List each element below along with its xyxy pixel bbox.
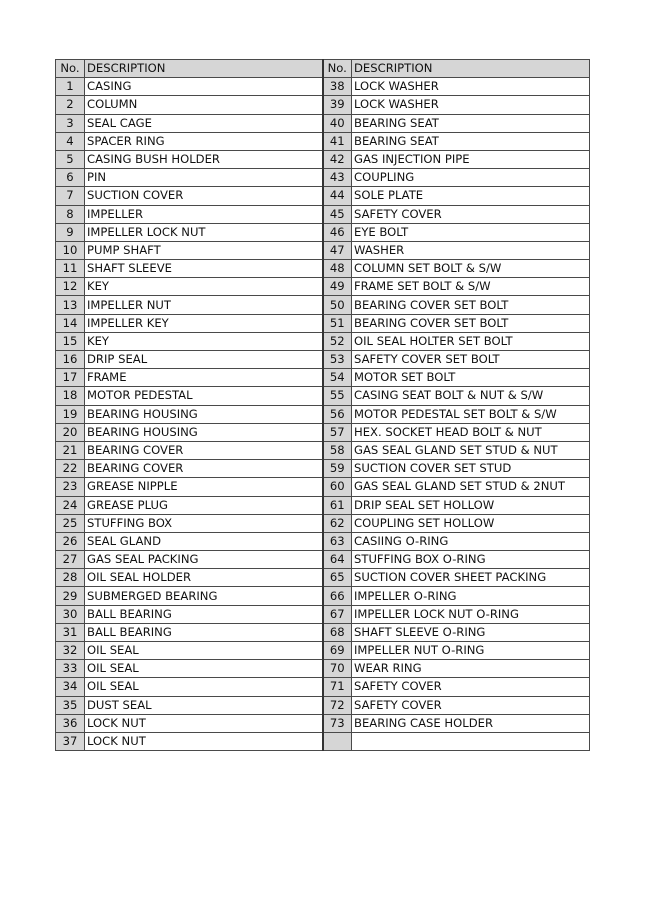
part-description-right: MOTOR SET BOLT	[352, 369, 590, 387]
part-number-right	[323, 732, 352, 750]
part-description-left: BALL BEARING	[85, 605, 323, 623]
part-number-left: 8	[56, 205, 85, 223]
part-description-left: IMPELLER KEY	[85, 314, 323, 332]
part-number-right: 55	[323, 387, 352, 405]
table-row	[56, 496, 590, 514]
part-number-right: 47	[323, 241, 352, 259]
part-number-left: 23	[56, 478, 85, 496]
table-row	[56, 369, 590, 387]
part-description-right: STUFFING BOX O-RING	[352, 551, 590, 569]
part-number-left: 25	[56, 514, 85, 532]
table-row	[56, 551, 590, 569]
part-number-right: 50	[323, 296, 352, 314]
part-number-right: 72	[323, 696, 352, 714]
table-row	[56, 223, 590, 241]
part-description-left: IMPELLER	[85, 205, 323, 223]
part-number-right: 66	[323, 587, 352, 605]
part-description-left: FRAME	[85, 369, 323, 387]
table-row	[56, 696, 590, 714]
part-description-left: GREASE NIPPLE	[85, 478, 323, 496]
table-body	[56, 78, 590, 751]
part-number-right: 44	[323, 187, 352, 205]
part-description-right: MOTOR PEDESTAL SET BOLT & S/W	[352, 405, 590, 423]
part-number-right: 43	[323, 169, 352, 187]
header-no-left: No.	[56, 60, 85, 78]
part-description-left: MOTOR PEDESTAL	[85, 387, 323, 405]
part-number-right: 73	[323, 714, 352, 732]
part-description-left: PIN	[85, 169, 323, 187]
part-number-left: 10	[56, 241, 85, 259]
table-row	[56, 78, 590, 96]
part-number-left: 13	[56, 296, 85, 314]
part-number-right: 59	[323, 460, 352, 478]
part-number-right: 53	[323, 351, 352, 369]
part-number-right: 62	[323, 514, 352, 532]
part-description-right: BEARING COVER SET BOLT	[352, 296, 590, 314]
part-description-left: DUST SEAL	[85, 696, 323, 714]
part-number-right: 67	[323, 605, 352, 623]
part-number-left: 26	[56, 532, 85, 550]
part-description-left: IMPELLER NUT	[85, 296, 323, 314]
part-number-right: 42	[323, 150, 352, 168]
header-no-right: No.	[323, 60, 352, 78]
part-number-left: 4	[56, 132, 85, 150]
part-number-left: 14	[56, 314, 85, 332]
part-number-left: 31	[56, 623, 85, 641]
part-number-left: 3	[56, 114, 85, 132]
part-description-left: BEARING COVER	[85, 441, 323, 459]
part-number-left: 6	[56, 169, 85, 187]
part-number-left: 22	[56, 460, 85, 478]
part-number-right: 65	[323, 569, 352, 587]
part-number-left: 1	[56, 78, 85, 96]
table-row	[56, 205, 590, 223]
part-description-left: IMPELLER LOCK NUT	[85, 223, 323, 241]
table-row	[56, 514, 590, 532]
table-row	[56, 678, 590, 696]
part-number-right: 38	[323, 78, 352, 96]
part-description-right: OIL SEAL HOLTER SET BOLT	[352, 332, 590, 350]
part-number-left: 7	[56, 187, 85, 205]
part-number-right: 52	[323, 332, 352, 350]
table-row	[56, 478, 590, 496]
part-description-right: IMPELLER NUT O-RING	[352, 642, 590, 660]
part-description-left: DRIP SEAL	[85, 351, 323, 369]
table-row	[56, 351, 590, 369]
part-description-right: FRAME SET BOLT & S/W	[352, 278, 590, 296]
table-row	[56, 150, 590, 168]
part-number-right: 49	[323, 278, 352, 296]
part-description-left: LOCK NUT	[85, 714, 323, 732]
table-row	[56, 314, 590, 332]
part-description-right: HEX. SOCKET HEAD BOLT & NUT	[352, 423, 590, 441]
table-row	[56, 132, 590, 150]
part-number-left: 35	[56, 696, 85, 714]
part-description-right: CASIING O-RING	[352, 532, 590, 550]
part-description-right: COUPLING SET HOLLOW	[352, 514, 590, 532]
part-description-right: WASHER	[352, 241, 590, 259]
part-description-right: SAFETY COVER	[352, 696, 590, 714]
part-description-left: CASING	[85, 78, 323, 96]
part-description-left: OIL SEAL	[85, 660, 323, 678]
table-row	[56, 387, 590, 405]
part-number-left: 24	[56, 496, 85, 514]
part-description-right: GAS SEAL GLAND SET STUD & 2NUT	[352, 478, 590, 496]
part-number-right: 54	[323, 369, 352, 387]
part-number-left: 37	[56, 732, 85, 750]
part-number-right: 61	[323, 496, 352, 514]
part-number-right: 41	[323, 132, 352, 150]
table-row	[56, 260, 590, 278]
part-number-left: 11	[56, 260, 85, 278]
part-number-right: 70	[323, 660, 352, 678]
part-description-right: GAS INJECTION PIPE	[352, 150, 590, 168]
part-number-right: 40	[323, 114, 352, 132]
part-number-right: 56	[323, 405, 352, 423]
part-description-right: LOCK WASHER	[352, 78, 590, 96]
table-row	[56, 169, 590, 187]
part-number-right: 63	[323, 532, 352, 550]
part-description-right: WEAR RING	[352, 660, 590, 678]
part-number-right: 64	[323, 551, 352, 569]
part-description-left: GREASE PLUG	[85, 496, 323, 514]
part-description-right: IMPELLER O-RING	[352, 587, 590, 605]
table-row	[56, 241, 590, 259]
part-number-left: 12	[56, 278, 85, 296]
part-number-right: 51	[323, 314, 352, 332]
part-description-left: BALL BEARING	[85, 623, 323, 641]
table-row	[56, 532, 590, 550]
part-number-left: 9	[56, 223, 85, 241]
part-number-left: 33	[56, 660, 85, 678]
table-row	[56, 332, 590, 350]
part-description-left: BEARING COVER	[85, 460, 323, 478]
part-description-left: SEAL GLAND	[85, 532, 323, 550]
part-number-left: 15	[56, 332, 85, 350]
part-number-right: 45	[323, 205, 352, 223]
part-number-left: 18	[56, 387, 85, 405]
part-number-left: 29	[56, 587, 85, 605]
part-number-right: 60	[323, 478, 352, 496]
part-description-right: GAS SEAL GLAND SET STUD & NUT	[352, 441, 590, 459]
part-description-left: SUBMERGED BEARING	[85, 587, 323, 605]
part-number-right: 71	[323, 678, 352, 696]
part-description-left: STUFFING BOX	[85, 514, 323, 532]
table-row	[56, 423, 590, 441]
part-number-right: 57	[323, 423, 352, 441]
table-row	[56, 278, 590, 296]
part-description-left: OIL SEAL HOLDER	[85, 569, 323, 587]
part-number-right: 58	[323, 441, 352, 459]
part-number-left: 30	[56, 605, 85, 623]
part-number-left: 21	[56, 441, 85, 459]
part-description-left: COLUMN	[85, 96, 323, 114]
part-description-left: KEY	[85, 332, 323, 350]
table-row	[56, 296, 590, 314]
part-number-left: 36	[56, 714, 85, 732]
part-description-left: BEARING HOUSING	[85, 423, 323, 441]
part-number-right: 48	[323, 260, 352, 278]
table-row	[56, 96, 590, 114]
part-description-right	[352, 732, 590, 750]
part-description-right: SAFETY COVER	[352, 678, 590, 696]
part-description-left: LOCK NUT	[85, 732, 323, 750]
part-number-left: 32	[56, 642, 85, 660]
part-number-left: 34	[56, 678, 85, 696]
table-row	[56, 441, 590, 459]
table-row	[56, 732, 590, 750]
part-description-right: EYE BOLT	[352, 223, 590, 241]
part-description-right: BEARING SEAT	[352, 114, 590, 132]
part-description-left: SEAL CAGE	[85, 114, 323, 132]
table-row	[56, 623, 590, 641]
part-number-left: 20	[56, 423, 85, 441]
part-number-left: 16	[56, 351, 85, 369]
part-number-right: 68	[323, 623, 352, 641]
part-description-left: SUCTION COVER	[85, 187, 323, 205]
part-description-left: SPACER RING	[85, 132, 323, 150]
part-description-right: BEARING COVER SET BOLT	[352, 314, 590, 332]
table-row	[56, 642, 590, 660]
part-number-left: 17	[56, 369, 85, 387]
part-description-right: COLUMN SET BOLT & S/W	[352, 260, 590, 278]
part-number-right: 39	[323, 96, 352, 114]
part-description-right: LOCK WASHER	[352, 96, 590, 114]
part-number-left: 5	[56, 150, 85, 168]
part-description-left: GAS SEAL PACKING	[85, 551, 323, 569]
part-description-right: BEARING SEAT	[352, 132, 590, 150]
part-number-right: 69	[323, 642, 352, 660]
part-description-right: BEARING CASE HOLDER	[352, 714, 590, 732]
parts-list-table	[55, 59, 590, 751]
part-number-left: 19	[56, 405, 85, 423]
part-description-left: BEARING HOUSING	[85, 405, 323, 423]
part-description-left: SHAFT SLEEVE	[85, 260, 323, 278]
header-description-left: DESCRIPTION	[85, 60, 323, 78]
part-description-right: SHAFT SLEEVE O-RING	[352, 623, 590, 641]
part-description-right: DRIP SEAL SET HOLLOW	[352, 496, 590, 514]
part-description-left: CASING BUSH HOLDER	[85, 150, 323, 168]
part-description-left: KEY	[85, 278, 323, 296]
table-row	[56, 569, 590, 587]
part-description-right: SUCTION COVER SET STUD	[352, 460, 590, 478]
part-description-left: OIL SEAL	[85, 678, 323, 696]
table-row	[56, 405, 590, 423]
table-header-row	[56, 60, 590, 78]
table-row	[56, 605, 590, 623]
part-number-left: 28	[56, 569, 85, 587]
part-number-left: 27	[56, 551, 85, 569]
part-number-left: 2	[56, 96, 85, 114]
table-row	[56, 660, 590, 678]
table-row	[56, 714, 590, 732]
part-description-right: CASING SEAT BOLT & NUT & S/W	[352, 387, 590, 405]
part-description-left: PUMP SHAFT	[85, 241, 323, 259]
header-description-right: DESCRIPTION	[352, 60, 590, 78]
part-description-right: COUPLING	[352, 169, 590, 187]
table-row	[56, 460, 590, 478]
part-number-right: 46	[323, 223, 352, 241]
table-row	[56, 114, 590, 132]
part-description-right: SOLE PLATE	[352, 187, 590, 205]
part-description-left: OIL SEAL	[85, 642, 323, 660]
part-description-right: SUCTION COVER SHEET PACKING	[352, 569, 590, 587]
part-description-right: IMPELLER LOCK NUT O-RING	[352, 605, 590, 623]
table-row	[56, 187, 590, 205]
table-row	[56, 587, 590, 605]
part-description-right: SAFETY COVER SET BOLT	[352, 351, 590, 369]
part-description-right: SAFETY COVER	[352, 205, 590, 223]
